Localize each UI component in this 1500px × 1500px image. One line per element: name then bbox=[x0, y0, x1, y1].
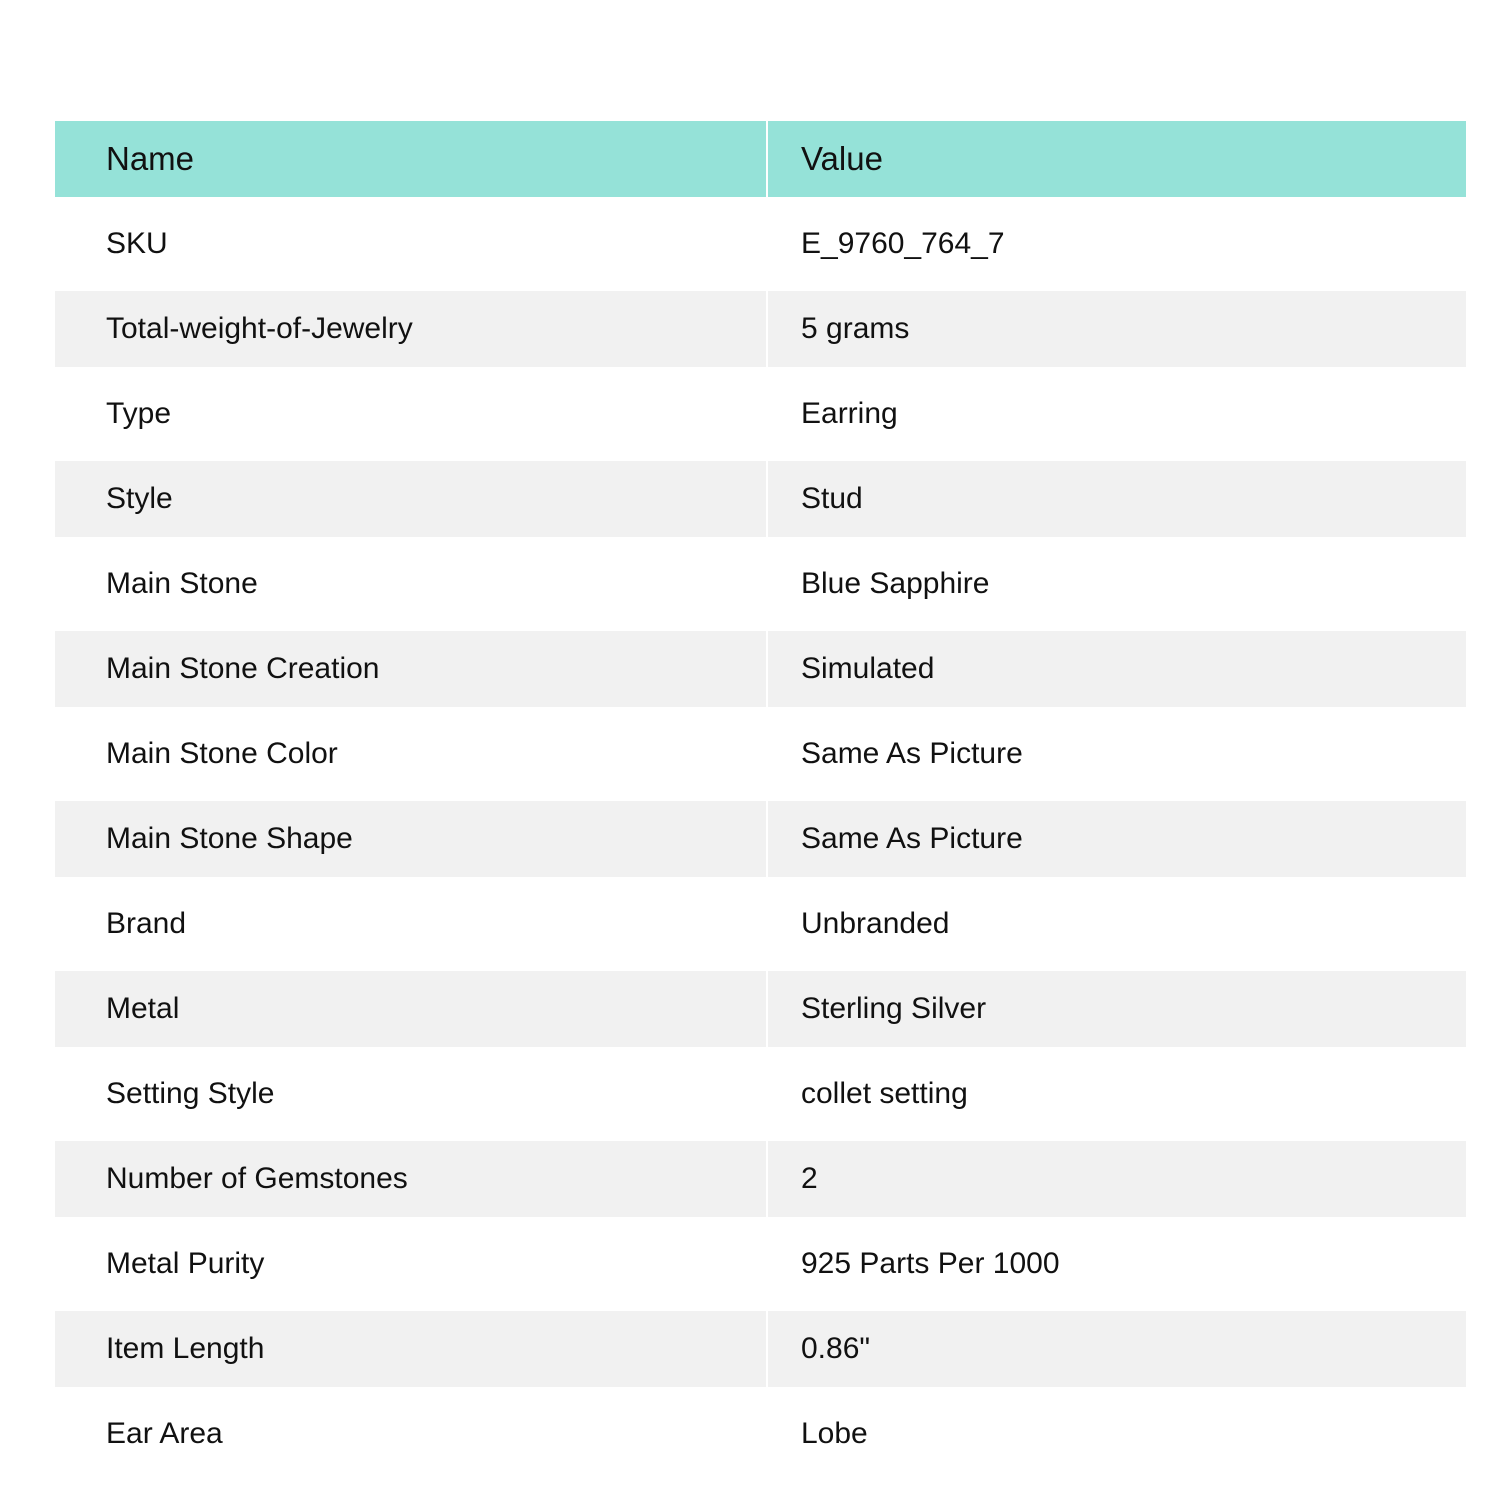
table-row bbox=[55, 367, 1466, 461]
table-row bbox=[55, 1047, 1466, 1141]
table-body bbox=[55, 197, 1466, 1481]
table-row bbox=[55, 1141, 1466, 1217]
row-name-cell: Item Length bbox=[55, 1311, 766, 1387]
row-name-cell: Metal bbox=[55, 971, 766, 1047]
table-row bbox=[55, 631, 1466, 707]
row-value-cell: Lobe bbox=[768, 1387, 1466, 1481]
column-header-name: Name bbox=[55, 121, 766, 197]
row-value-cell: Stud bbox=[768, 461, 1466, 537]
table-row bbox=[55, 291, 1466, 367]
row-name-cell: SKU bbox=[55, 197, 766, 291]
row-value-cell: 5 grams bbox=[768, 291, 1466, 367]
table-row bbox=[55, 971, 1466, 1047]
row-value-cell: 925 Parts Per 1000 bbox=[768, 1217, 1466, 1311]
row-name-cell: Total-weight-of-Jewelry bbox=[55, 291, 766, 367]
table-row bbox=[55, 1387, 1466, 1481]
row-value-cell: 2 bbox=[768, 1141, 1466, 1217]
table-header-row bbox=[55, 121, 1466, 197]
table-row bbox=[55, 197, 1466, 291]
table-row bbox=[55, 877, 1466, 971]
row-name-cell: Ear Area bbox=[55, 1387, 766, 1481]
row-name-cell: Number of Gemstones bbox=[55, 1141, 766, 1217]
row-value-cell: Same As Picture bbox=[768, 707, 1466, 801]
table-row bbox=[55, 1311, 1466, 1387]
row-name-cell: Main Stone bbox=[55, 537, 766, 631]
spec-table bbox=[55, 121, 1466, 1481]
row-value-cell: Simulated bbox=[768, 631, 1466, 707]
row-value-cell: E_9760_764_7 bbox=[768, 197, 1466, 291]
row-name-cell: Metal Purity bbox=[55, 1217, 766, 1311]
row-value-cell: Unbranded bbox=[768, 877, 1466, 971]
row-value-cell: Same As Picture bbox=[768, 801, 1466, 877]
row-name-cell: Brand bbox=[55, 877, 766, 971]
row-name-cell: Main Stone Creation bbox=[55, 631, 766, 707]
table-row bbox=[55, 707, 1466, 801]
row-name-cell: Type bbox=[55, 367, 766, 461]
table-row bbox=[55, 461, 1466, 537]
row-name-cell: Style bbox=[55, 461, 766, 537]
table-row bbox=[55, 1217, 1466, 1311]
row-value-cell: Sterling Silver bbox=[768, 971, 1466, 1047]
row-value-cell: 0.86" bbox=[768, 1311, 1466, 1387]
row-value-cell: Earring bbox=[768, 367, 1466, 461]
column-header-value: Value bbox=[768, 121, 1466, 197]
table-row bbox=[55, 537, 1466, 631]
row-name-cell: Setting Style bbox=[55, 1047, 766, 1141]
row-name-cell: Main Stone Color bbox=[55, 707, 766, 801]
row-value-cell: collet setting bbox=[768, 1047, 1466, 1141]
table-row bbox=[55, 801, 1466, 877]
row-value-cell: Blue Sapphire bbox=[768, 537, 1466, 631]
row-name-cell: Main Stone Shape bbox=[55, 801, 766, 877]
